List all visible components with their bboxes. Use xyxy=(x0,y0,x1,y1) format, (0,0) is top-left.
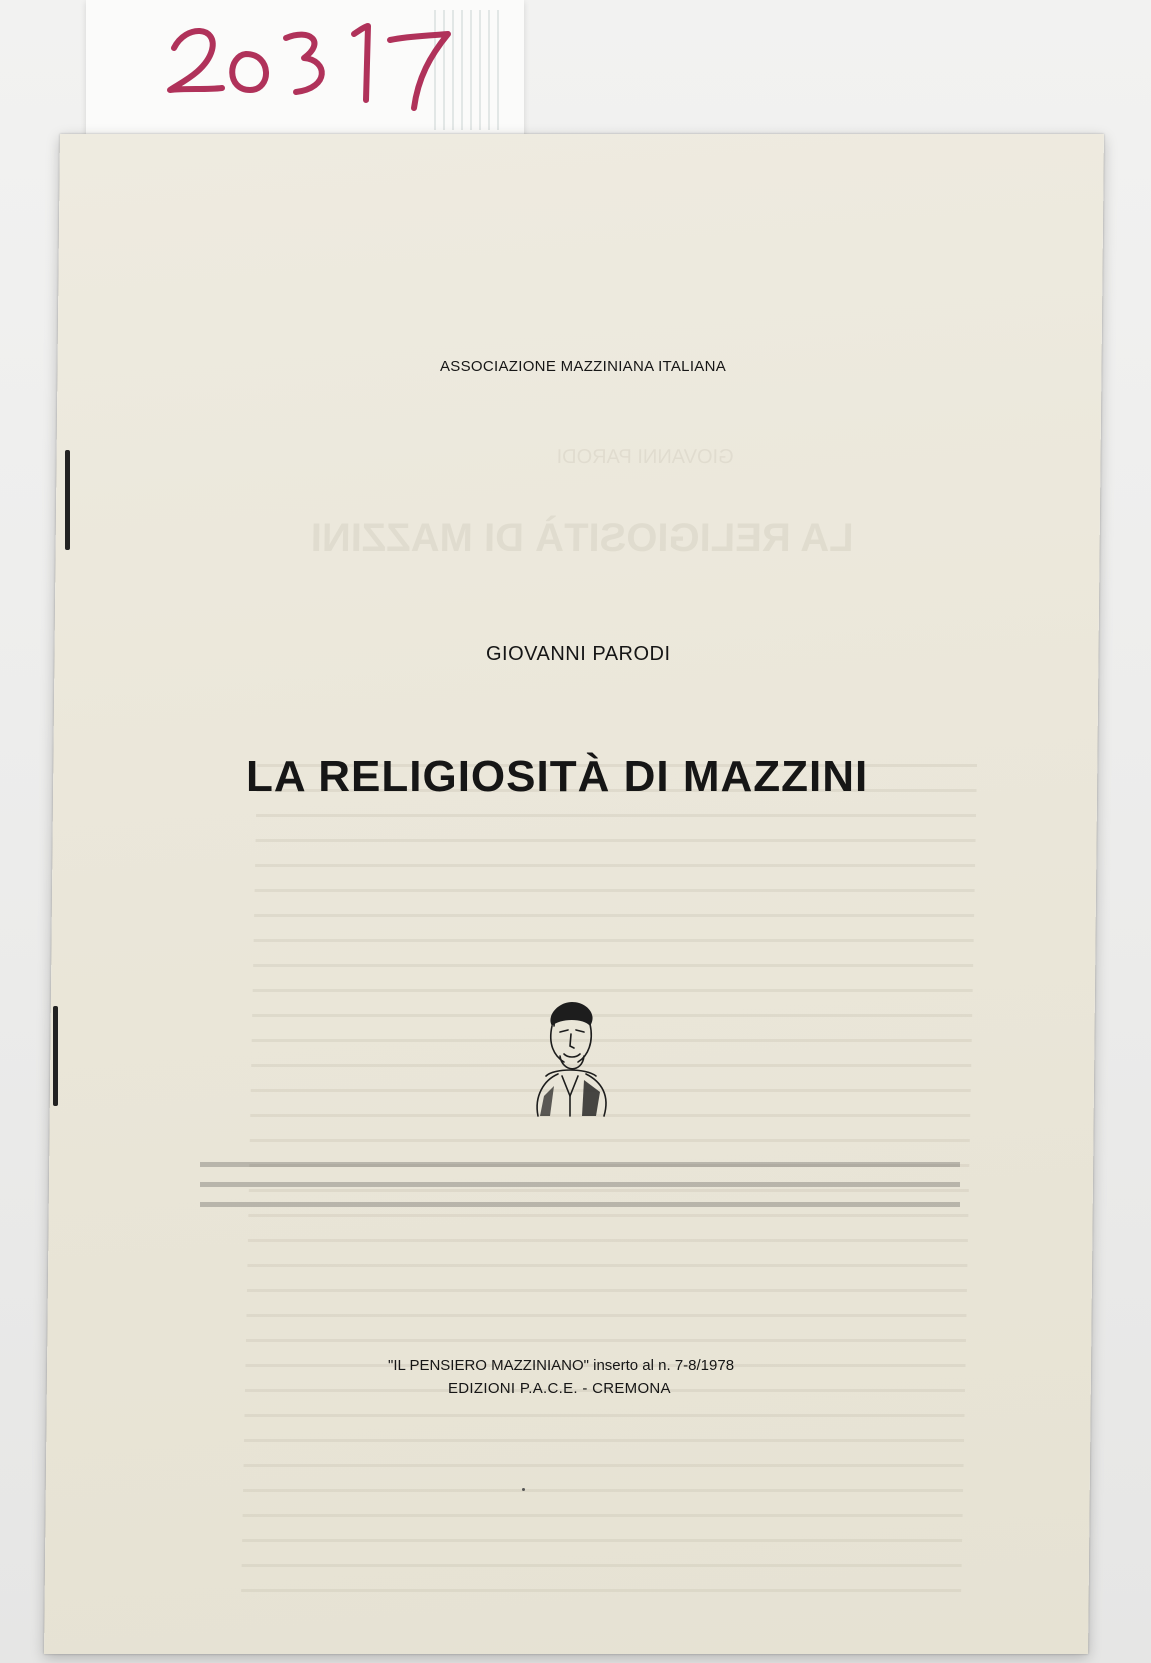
booklet-title: LA RELIGIOSITÀ DI MAZZINI xyxy=(246,752,869,801)
bleed-through-note xyxy=(200,1162,960,1222)
paper-speck xyxy=(522,1488,525,1491)
publisher-line: EDIZIONI P.A.C.E. - CREMONA xyxy=(448,1380,671,1397)
bleed-through-author: GIOVANNI PARODI xyxy=(556,446,734,468)
mazzini-portrait-illustration xyxy=(524,996,616,1120)
handwritten-number-drawing xyxy=(126,4,466,124)
journal-insert-line: "IL PENSIERO MAZZINIANO" inserto al n. 7-8/1978 xyxy=(388,1357,735,1374)
staple-top xyxy=(65,450,70,550)
staple-bottom xyxy=(53,1006,58,1106)
bleed-through-title: LA RELIGIOSITÀ DI MAZZINI xyxy=(310,516,854,560)
association-name: ASSOCIAZIONE MAZZINIANA ITALIANA xyxy=(440,358,727,375)
author-name: GIOVANNI PARODI xyxy=(486,643,671,665)
